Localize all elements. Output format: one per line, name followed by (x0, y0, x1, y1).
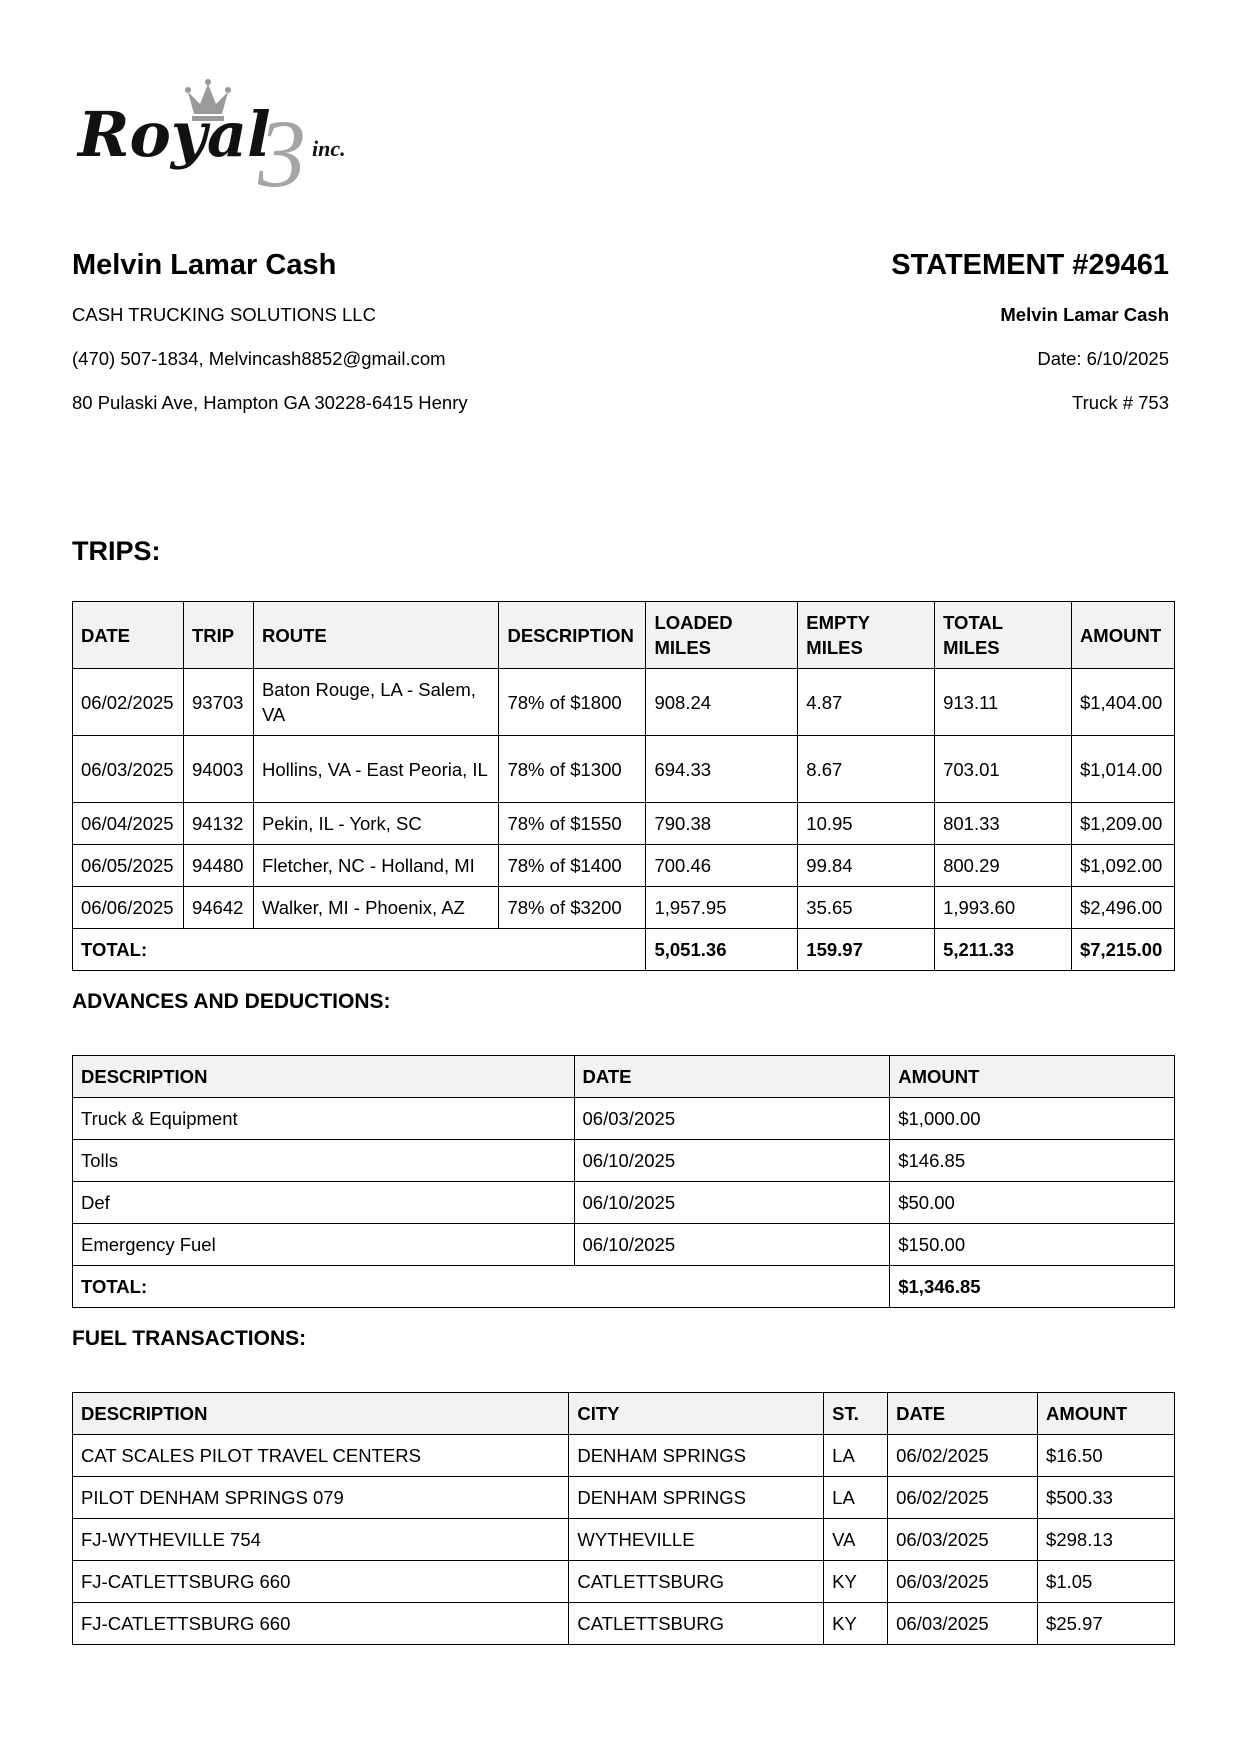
total-label: TOTAL: (73, 1266, 890, 1308)
table-cell: 790.38 (646, 803, 798, 845)
table-cell: Hollins, VA - East Peoria, IL (253, 736, 499, 803)
column-header: AMOUNT (1071, 602, 1174, 669)
table-cell: $298.13 (1038, 1519, 1175, 1561)
table-cell: 1,993.60 (935, 887, 1072, 929)
table-cell: $1,404.00 (1071, 669, 1174, 736)
table-cell: $1,014.00 (1071, 736, 1174, 803)
table-cell: 908.24 (646, 669, 798, 736)
column-header: LOADED MILES (646, 602, 798, 669)
table-row (73, 1603, 1175, 1645)
column-header: ST. (824, 1393, 888, 1435)
table-cell: 06/10/2025 (574, 1140, 890, 1182)
table-header-row (73, 602, 1175, 669)
table-cell: FJ-CATLETTSBURG 660 (73, 1561, 569, 1603)
table-cell: $500.33 (1038, 1477, 1175, 1519)
column-header: ROUTE (253, 602, 499, 669)
table-cell: 94003 (183, 736, 253, 803)
table-cell: FJ-WYTHEVILLE 754 (73, 1519, 569, 1561)
table-cell: $1,000.00 (890, 1098, 1175, 1140)
table-cell: $1.05 (1038, 1561, 1175, 1603)
carrier-info (72, 248, 632, 436)
advances-heading: ADVANCES AND DEDUCTIONS: (72, 990, 391, 1013)
fuel-heading: FUEL TRANSACTIONS: (72, 1327, 307, 1350)
column-header: TRIP (183, 602, 253, 669)
logo-wordmark: Royal (78, 98, 271, 171)
table-cell: Pekin, IL - York, SC (253, 803, 499, 845)
table-cell: Fletcher, NC - Holland, MI (253, 845, 499, 887)
table-cell: Walker, MI - Phoenix, AZ (253, 887, 499, 929)
table-row (73, 845, 1175, 887)
table-cell: VA (824, 1519, 888, 1561)
company-name: CASH TRUCKING SOLUTIONS LLC (72, 304, 376, 325)
table-cell: $1,209.00 (1071, 803, 1174, 845)
table-cell: 78% of $1300 (499, 736, 646, 803)
table-cell: 801.33 (935, 803, 1072, 845)
table-cell: 1,957.95 (646, 887, 798, 929)
table-cell: 99.84 (798, 845, 935, 887)
table-cell: 4.87 (798, 669, 935, 736)
table-cell: DENHAM SPRINGS (569, 1477, 824, 1519)
table-cell: 94480 (183, 845, 253, 887)
table-row (73, 669, 1175, 736)
trips-table (72, 601, 1175, 971)
total-loaded-miles: 5,051.36 (646, 929, 798, 971)
table-cell: Truck & Equipment (73, 1098, 575, 1140)
table-cell: 703.01 (935, 736, 1072, 803)
column-header: DATE (73, 602, 184, 669)
table-cell: 06/03/2025 (73, 736, 184, 803)
table-cell: 800.29 (935, 845, 1072, 887)
total-empty-miles: 159.97 (798, 929, 935, 971)
table-cell: 06/04/2025 (73, 803, 184, 845)
table-cell: 06/10/2025 (574, 1182, 890, 1224)
table-row (73, 1224, 1175, 1266)
table-cell: $1,092.00 (1071, 845, 1174, 887)
truck-number: Truck # 753 (1072, 392, 1169, 413)
table-cell: 35.65 (798, 887, 935, 929)
statement-info (649, 248, 1169, 436)
table-cell: Baton Rouge, LA - Salem, VA (253, 669, 499, 736)
table-header-row (73, 1393, 1175, 1435)
logo-suffix: inc. (312, 136, 346, 161)
statement-title: STATEMENT #29461 (891, 249, 1169, 281)
table-cell: CAT SCALES PILOT TRAVEL CENTERS (73, 1435, 569, 1477)
table-cell: $2,496.00 (1071, 887, 1174, 929)
logo-numeral: 3 (258, 100, 306, 198)
table-cell: 700.46 (646, 845, 798, 887)
table-cell: 06/06/2025 (73, 887, 184, 929)
table-row (73, 1098, 1175, 1140)
column-header: CITY (569, 1393, 824, 1435)
table-cell: $50.00 (890, 1182, 1175, 1224)
table-row (73, 1140, 1175, 1182)
table-cell: 78% of $1800 (499, 669, 646, 736)
table-cell: Emergency Fuel (73, 1224, 575, 1266)
table-row (73, 736, 1175, 803)
table-cell: 06/02/2025 (888, 1435, 1038, 1477)
table-cell: 06/02/2025 (888, 1477, 1038, 1519)
table-cell: Tolls (73, 1140, 575, 1182)
total-miles: 5,211.33 (935, 929, 1072, 971)
table-row (73, 1182, 1175, 1224)
statement-recipient: Melvin Lamar Cash (1000, 304, 1169, 325)
table-cell: 94642 (183, 887, 253, 929)
table-cell: FJ-CATLETTSBURG 660 (73, 1603, 569, 1645)
table-cell: 06/03/2025 (888, 1603, 1038, 1645)
table-cell: 78% of $3200 (499, 887, 646, 929)
table-row (73, 1519, 1175, 1561)
column-header: DATE (574, 1056, 890, 1098)
table-cell: KY (824, 1603, 888, 1645)
table-row (73, 803, 1175, 845)
table-cell: 06/03/2025 (888, 1519, 1038, 1561)
table-cell: 78% of $1550 (499, 803, 646, 845)
contact-info: (470) 507-1834, Melvincash8852@gmail.com (72, 348, 446, 369)
table-cell: 94132 (183, 803, 253, 845)
column-header: DESCRIPTION (73, 1056, 575, 1098)
table-cell: 06/10/2025 (574, 1224, 890, 1266)
table-row (73, 1477, 1175, 1519)
table-cell: 78% of $1400 (499, 845, 646, 887)
table-cell: LA (824, 1435, 888, 1477)
table-cell: LA (824, 1477, 888, 1519)
address: 80 Pulaski Ave, Hampton GA 30228-6415 Henry (72, 392, 468, 413)
column-header: EMPTY MILES (798, 602, 935, 669)
fuel-table (72, 1392, 1175, 1645)
column-header: DESCRIPTION (73, 1393, 569, 1435)
trips-heading: TRIPS: (72, 536, 161, 566)
table-cell: 10.95 (798, 803, 935, 845)
table-cell: 913.11 (935, 669, 1072, 736)
advances-table (72, 1055, 1175, 1308)
table-cell: $150.00 (890, 1224, 1175, 1266)
table-cell: $25.97 (1038, 1603, 1175, 1645)
column-header: AMOUNT (890, 1056, 1175, 1098)
table-header-row (73, 1056, 1175, 1098)
table-cell: CATLETTSBURG (569, 1561, 824, 1603)
statement-date: Date: 6/10/2025 (1037, 348, 1169, 369)
table-cell: KY (824, 1561, 888, 1603)
column-header: AMOUNT (1038, 1393, 1175, 1435)
table-cell: DENHAM SPRINGS (569, 1435, 824, 1477)
table-cell: 8.67 (798, 736, 935, 803)
total-amount: $7,215.00 (1071, 929, 1174, 971)
trips-total-row (73, 929, 1175, 971)
carrier-name: Melvin Lamar Cash (72, 249, 337, 281)
table-cell: WYTHEVILLE (569, 1519, 824, 1561)
column-header: DATE (888, 1393, 1038, 1435)
table-cell: 06/05/2025 (73, 845, 184, 887)
total-amount: $1,346.85 (890, 1266, 1175, 1308)
column-header: DESCRIPTION (499, 602, 646, 669)
table-cell: 93703 (183, 669, 253, 736)
table-cell: 06/03/2025 (574, 1098, 890, 1140)
table-cell: $146.85 (890, 1140, 1175, 1182)
table-cell: 06/03/2025 (888, 1561, 1038, 1603)
table-row (73, 887, 1175, 929)
advances-total-row (73, 1266, 1175, 1308)
table-cell: 694.33 (646, 736, 798, 803)
royal-3-inc-logo (76, 78, 396, 198)
table-row (73, 1561, 1175, 1603)
table-cell: 06/02/2025 (73, 669, 184, 736)
table-cell: Def (73, 1182, 575, 1224)
total-label: TOTAL: (73, 929, 646, 971)
table-cell: $16.50 (1038, 1435, 1175, 1477)
table-cell: CATLETTSBURG (569, 1603, 824, 1645)
table-cell: PILOT DENHAM SPRINGS 079 (73, 1477, 569, 1519)
table-row (73, 1435, 1175, 1477)
column-header: TOTAL MILES (935, 602, 1072, 669)
